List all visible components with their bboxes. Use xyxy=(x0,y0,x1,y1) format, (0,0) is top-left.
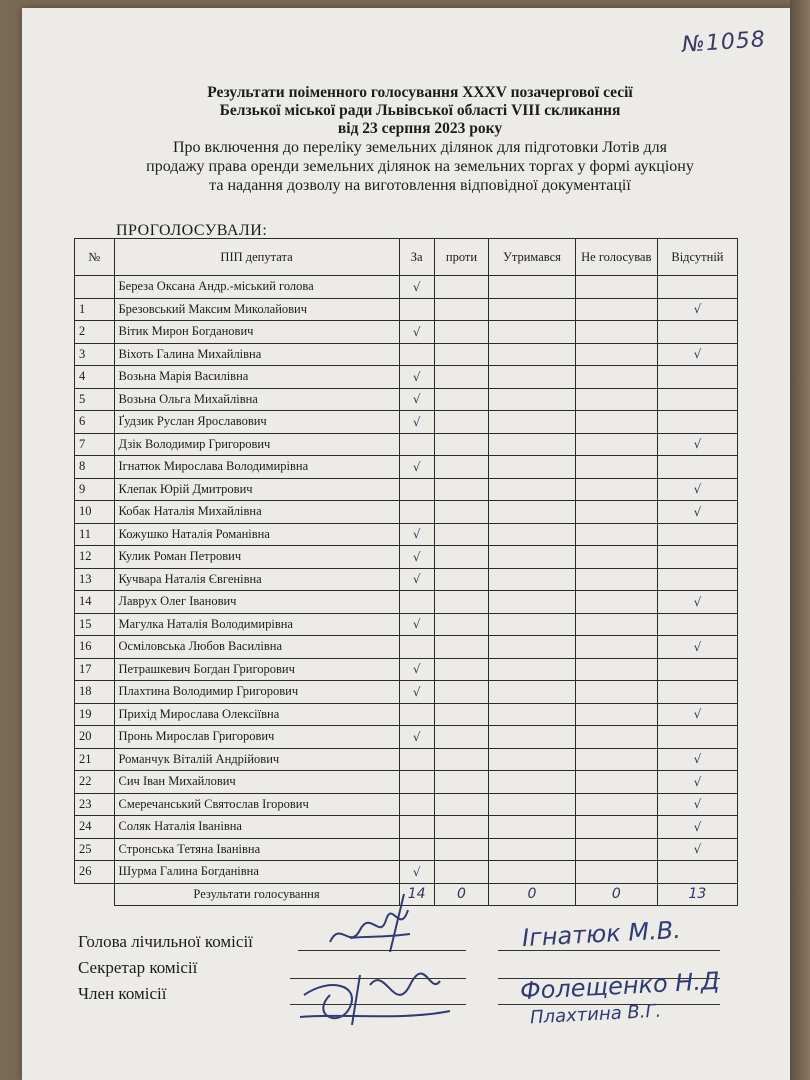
results-against: 0 xyxy=(434,883,488,906)
vote-not-voted-mark xyxy=(575,703,657,726)
row-number: 6 xyxy=(75,411,115,434)
vote-absent-mark xyxy=(657,568,737,591)
results-number-cell xyxy=(75,883,115,906)
deputy-name: Береза Оксана Андр.-міський голова xyxy=(114,276,399,299)
row-number: 18 xyxy=(75,681,115,704)
deputy-name: Возьна Ольга Михайлівна xyxy=(114,388,399,411)
row-number: 11 xyxy=(75,523,115,546)
row-number xyxy=(75,276,115,299)
col-header-against: проти xyxy=(434,239,488,276)
table-row xyxy=(75,523,738,546)
row-number: 2 xyxy=(75,321,115,344)
vote-absent-mark xyxy=(657,546,737,569)
vote-against-mark xyxy=(434,703,488,726)
vote-absent-mark xyxy=(657,388,737,411)
vote-not-voted-mark xyxy=(575,321,657,344)
table-row xyxy=(75,321,738,344)
vote-for-mark xyxy=(399,703,434,726)
vote-for-mark xyxy=(399,591,434,614)
deputy-name: Вітик Мирон Богданович xyxy=(114,321,399,344)
table-row xyxy=(75,366,738,389)
deputy-name: Прихід Мирослава Олексіївна xyxy=(114,703,399,726)
vote-against-mark xyxy=(434,726,488,749)
vote-against-mark xyxy=(434,388,488,411)
deputy-name: Пронь Мирослав Григорович xyxy=(114,726,399,749)
table-row xyxy=(75,748,738,771)
deputy-name: Дзік Володимир Григорович xyxy=(114,433,399,456)
vote-not-voted-mark xyxy=(575,546,657,569)
document-header xyxy=(120,84,720,195)
vote-for-mark: √ xyxy=(399,681,434,704)
table-row xyxy=(75,636,738,659)
row-number: 14 xyxy=(75,591,115,614)
row-number: 20 xyxy=(75,726,115,749)
vote-not-voted-mark xyxy=(575,613,657,636)
vote-against-mark xyxy=(434,321,488,344)
vote-for-mark xyxy=(399,771,434,794)
vote-for-mark: √ xyxy=(399,658,434,681)
vote-absent-mark: √ xyxy=(657,433,737,456)
vote-for-mark: √ xyxy=(399,321,434,344)
vote-against-mark xyxy=(434,523,488,546)
vote-against-mark xyxy=(434,658,488,681)
header-line-3: від 23 серпня 2023 року xyxy=(337,120,503,137)
vote-absent-mark: √ xyxy=(657,816,737,839)
vote-against-mark xyxy=(434,816,488,839)
vote-against-mark xyxy=(434,793,488,816)
table-row xyxy=(75,703,738,726)
vote-against-mark xyxy=(434,411,488,434)
vote-absent-mark: √ xyxy=(657,298,737,321)
vote-not-voted-mark xyxy=(575,838,657,861)
table-row xyxy=(75,433,738,456)
vote-for-mark xyxy=(399,478,434,501)
header-line-5: продажу права оренди земельних ділянок на земельних торгах у формі аукціону xyxy=(146,158,694,175)
table-row xyxy=(75,411,738,434)
vote-for-mark: √ xyxy=(399,366,434,389)
col-header-not-voted: Не голосував xyxy=(575,239,657,276)
deputy-name: Лаврух Олег Іванович xyxy=(114,591,399,614)
vote-abstained-mark xyxy=(489,298,575,321)
vote-absent-mark xyxy=(657,523,737,546)
vote-not-voted-mark xyxy=(575,501,657,524)
deputy-name: Ігнатюк Мирослава Володимирівна xyxy=(114,456,399,479)
vote-against-mark xyxy=(434,298,488,321)
results-for: 14 xyxy=(399,883,434,906)
vote-not-voted-mark xyxy=(575,411,657,434)
vote-against-mark xyxy=(434,276,488,299)
vote-absent-mark: √ xyxy=(657,771,737,794)
vote-for-mark: √ xyxy=(399,546,434,569)
table-row xyxy=(75,861,738,884)
vote-abstained-mark xyxy=(489,591,575,614)
vote-against-mark xyxy=(434,343,488,366)
vote-for-mark xyxy=(399,816,434,839)
vote-abstained-mark xyxy=(489,748,575,771)
row-number: 13 xyxy=(75,568,115,591)
document-number: №1058 xyxy=(681,27,767,58)
table-row xyxy=(75,478,738,501)
results-abstained: 0 xyxy=(489,883,575,906)
row-number: 5 xyxy=(75,388,115,411)
chair-signature xyxy=(320,890,430,960)
vote-for-mark xyxy=(399,636,434,659)
deputy-name: Стронська Тетяна Іванівна xyxy=(114,838,399,861)
col-header-absent: Відсутній xyxy=(657,239,737,276)
vote-absent-mark: √ xyxy=(657,703,737,726)
vote-abstained-mark xyxy=(489,276,575,299)
vote-for-mark xyxy=(399,748,434,771)
vote-for-mark xyxy=(399,343,434,366)
vote-abstained-mark xyxy=(489,523,575,546)
table-row xyxy=(75,276,738,299)
vote-absent-mark xyxy=(657,366,737,389)
vote-abstained-mark xyxy=(489,793,575,816)
vote-abstained-mark xyxy=(489,681,575,704)
vote-against-mark xyxy=(434,478,488,501)
deputy-name: Магулка Наталія Володимирівна xyxy=(114,613,399,636)
vote-against-mark xyxy=(434,861,488,884)
vote-absent-mark xyxy=(657,613,737,636)
table-row xyxy=(75,838,738,861)
row-number: 8 xyxy=(75,456,115,479)
chair-handwritten-name: Ігнатюк М.В. xyxy=(521,915,682,953)
vote-absent-mark: √ xyxy=(657,748,737,771)
vote-not-voted-mark xyxy=(575,523,657,546)
vote-for-mark: √ xyxy=(399,568,434,591)
row-number: 9 xyxy=(75,478,115,501)
vote-for-mark xyxy=(399,501,434,524)
deputy-name: Смеречанський Святослав Ігорович xyxy=(114,793,399,816)
row-number: 25 xyxy=(75,838,115,861)
vote-not-voted-mark xyxy=(575,388,657,411)
vote-against-mark xyxy=(434,433,488,456)
header-line-6: та надання дозволу на виготовлення відповідної документації xyxy=(209,177,631,194)
table-row xyxy=(75,388,738,411)
member-handwritten-name-2: Плахтина В.Г. xyxy=(529,1000,662,1029)
deputy-name: Клепак Юрій Дмитрович xyxy=(114,478,399,501)
row-number: 4 xyxy=(75,366,115,389)
vote-abstained-mark xyxy=(489,636,575,659)
vote-absent-mark: √ xyxy=(657,591,737,614)
row-number: 23 xyxy=(75,793,115,816)
results-absent: 13 xyxy=(657,883,737,906)
header-line-1: Результати поіменного голосування XXXV позачергової сесії xyxy=(207,84,633,101)
background-surface xyxy=(790,0,810,1080)
vote-abstained-mark xyxy=(489,501,575,524)
vote-against-mark xyxy=(434,681,488,704)
deputy-name: Сич Іван Михайлович xyxy=(114,771,399,794)
vote-for-mark: √ xyxy=(399,411,434,434)
vote-abstained-mark xyxy=(489,658,575,681)
vote-not-voted-mark xyxy=(575,478,657,501)
row-number: 1 xyxy=(75,298,115,321)
table-row xyxy=(75,793,738,816)
col-header-for: За xyxy=(399,239,434,276)
vote-not-voted-mark xyxy=(575,793,657,816)
vote-not-voted-mark xyxy=(575,298,657,321)
vote-abstained-mark xyxy=(489,343,575,366)
vote-abstained-mark xyxy=(489,568,575,591)
deputy-name: Кобак Наталія Михайлівна xyxy=(114,501,399,524)
vote-for-mark xyxy=(399,838,434,861)
vote-for-mark: √ xyxy=(399,523,434,546)
row-number: 26 xyxy=(75,861,115,884)
header-line-4: Про включення до переліку земельних ділянок для підготовки Лотів для xyxy=(172,139,668,156)
deputy-name: Романчук Віталій Андрійович xyxy=(114,748,399,771)
vote-absent-mark xyxy=(657,726,737,749)
vote-abstained-mark xyxy=(489,703,575,726)
vote-for-mark: √ xyxy=(399,456,434,479)
vote-for-mark: √ xyxy=(399,861,434,884)
vote-abstained-mark xyxy=(489,456,575,479)
vote-against-mark xyxy=(434,771,488,794)
vote-absent-mark xyxy=(657,456,737,479)
vote-absent-mark: √ xyxy=(657,793,737,816)
deputy-name: Кожушко Наталія Романівна xyxy=(114,523,399,546)
vote-for-mark xyxy=(399,298,434,321)
vote-abstained-mark xyxy=(489,861,575,884)
member-handwritten-name-1: Фолещенко Н.Д xyxy=(519,966,721,1006)
col-header-number: № xyxy=(75,239,115,276)
table-row xyxy=(75,456,738,479)
row-number: 24 xyxy=(75,816,115,839)
voted-label: ПРОГОЛОСУВАЛИ: xyxy=(116,222,268,239)
deputy-name: Віхоть Галина Михайлівна xyxy=(114,343,399,366)
row-number: 7 xyxy=(75,433,115,456)
vote-against-mark xyxy=(434,456,488,479)
vote-for-mark: √ xyxy=(399,613,434,636)
vote-against-mark xyxy=(434,366,488,389)
vote-not-voted-mark xyxy=(575,726,657,749)
deputy-name: Петрашкевич Богдан Григорович xyxy=(114,658,399,681)
vote-not-voted-mark xyxy=(575,591,657,614)
vote-for-mark xyxy=(399,793,434,816)
results-label: Результати голосування xyxy=(114,883,399,906)
row-number: 17 xyxy=(75,658,115,681)
header-line-2: Белзької міської ради Львівської області VIII скликання xyxy=(219,102,621,119)
row-number: 10 xyxy=(75,501,115,524)
vote-abstained-mark xyxy=(489,816,575,839)
vote-absent-mark: √ xyxy=(657,501,737,524)
vote-against-mark xyxy=(434,748,488,771)
vote-absent-mark xyxy=(657,861,737,884)
vote-against-mark xyxy=(434,546,488,569)
vote-not-voted-mark xyxy=(575,366,657,389)
results-not-voted: 0 xyxy=(575,883,657,906)
row-number: 16 xyxy=(75,636,115,659)
vote-abstained-mark xyxy=(489,478,575,501)
vote-abstained-mark xyxy=(489,613,575,636)
vote-not-voted-mark xyxy=(575,748,657,771)
table-row xyxy=(75,681,738,704)
vote-not-voted-mark xyxy=(575,568,657,591)
vote-against-mark xyxy=(434,636,488,659)
vote-abstained-mark xyxy=(489,321,575,344)
vote-not-voted-mark xyxy=(575,771,657,794)
voting-table xyxy=(74,238,738,906)
table-row xyxy=(75,591,738,614)
row-number: 12 xyxy=(75,546,115,569)
vote-against-mark xyxy=(434,838,488,861)
deputy-name: Осміловська Любов Василівна xyxy=(114,636,399,659)
vote-abstained-mark xyxy=(489,838,575,861)
vote-against-mark xyxy=(434,501,488,524)
table-row xyxy=(75,501,738,524)
vote-not-voted-mark xyxy=(575,433,657,456)
table-row xyxy=(75,568,738,591)
vote-absent-mark xyxy=(657,276,737,299)
vote-absent-mark: √ xyxy=(657,343,737,366)
vote-not-voted-mark xyxy=(575,343,657,366)
deputy-name: Плахтина Володимир Григорович xyxy=(114,681,399,704)
deputy-name: Кулик Роман Петрович xyxy=(114,546,399,569)
member-label: Член комісії xyxy=(78,984,167,1003)
vote-not-voted-mark xyxy=(575,681,657,704)
vote-against-mark xyxy=(434,591,488,614)
table-row xyxy=(75,546,738,569)
vote-absent-mark xyxy=(657,681,737,704)
row-number: 19 xyxy=(75,703,115,726)
vote-not-voted-mark xyxy=(575,816,657,839)
deputy-name: Шурма Галина Богданівна xyxy=(114,861,399,884)
vote-abstained-mark xyxy=(489,546,575,569)
table-row xyxy=(75,298,738,321)
vote-abstained-mark xyxy=(489,411,575,434)
vote-absent-mark xyxy=(657,411,737,434)
vote-for-mark xyxy=(399,433,434,456)
vote-absent-mark xyxy=(657,658,737,681)
row-number: 21 xyxy=(75,748,115,771)
vote-absent-mark xyxy=(657,321,737,344)
voting-table-body xyxy=(75,276,738,884)
vote-absent-mark: √ xyxy=(657,636,737,659)
row-number: 3 xyxy=(75,343,115,366)
secretary-member-signature xyxy=(290,955,460,1035)
vote-against-mark xyxy=(434,568,488,591)
vote-for-mark: √ xyxy=(399,726,434,749)
table-row xyxy=(75,816,738,839)
table-row xyxy=(75,343,738,366)
vote-not-voted-mark xyxy=(575,861,657,884)
row-number: 22 xyxy=(75,771,115,794)
vote-abstained-mark xyxy=(489,726,575,749)
table-row xyxy=(75,613,738,636)
table-row xyxy=(75,771,738,794)
table-header-row xyxy=(75,239,738,276)
deputy-name: Возьна Марія Василівна xyxy=(114,366,399,389)
vote-not-voted-mark xyxy=(575,658,657,681)
vote-for-mark: √ xyxy=(399,388,434,411)
col-header-abstained: Утримався xyxy=(489,239,575,276)
deputy-name: Кучвара Наталія Євгенівна xyxy=(114,568,399,591)
table-row xyxy=(75,658,738,681)
col-header-name: ПІП депутата xyxy=(114,239,399,276)
deputy-name: Ґудзик Руслан Ярославович xyxy=(114,411,399,434)
vote-abstained-mark xyxy=(489,771,575,794)
row-number: 15 xyxy=(75,613,115,636)
deputy-name: Соляк Наталія Іванівна xyxy=(114,816,399,839)
vote-absent-mark: √ xyxy=(657,478,737,501)
vote-not-voted-mark xyxy=(575,636,657,659)
vote-for-mark: √ xyxy=(399,276,434,299)
deputy-name: Брезовський Максим Миколайович xyxy=(114,298,399,321)
table-row xyxy=(75,726,738,749)
vote-not-voted-mark xyxy=(575,276,657,299)
secretary-label: Секретар комісії xyxy=(78,958,198,977)
vote-absent-mark: √ xyxy=(657,838,737,861)
chair-label: Голова лічильної комісії xyxy=(78,932,253,951)
vote-abstained-mark xyxy=(489,366,575,389)
vote-against-mark xyxy=(434,613,488,636)
vote-abstained-mark xyxy=(489,388,575,411)
vote-abstained-mark xyxy=(489,433,575,456)
vote-not-voted-mark xyxy=(575,456,657,479)
